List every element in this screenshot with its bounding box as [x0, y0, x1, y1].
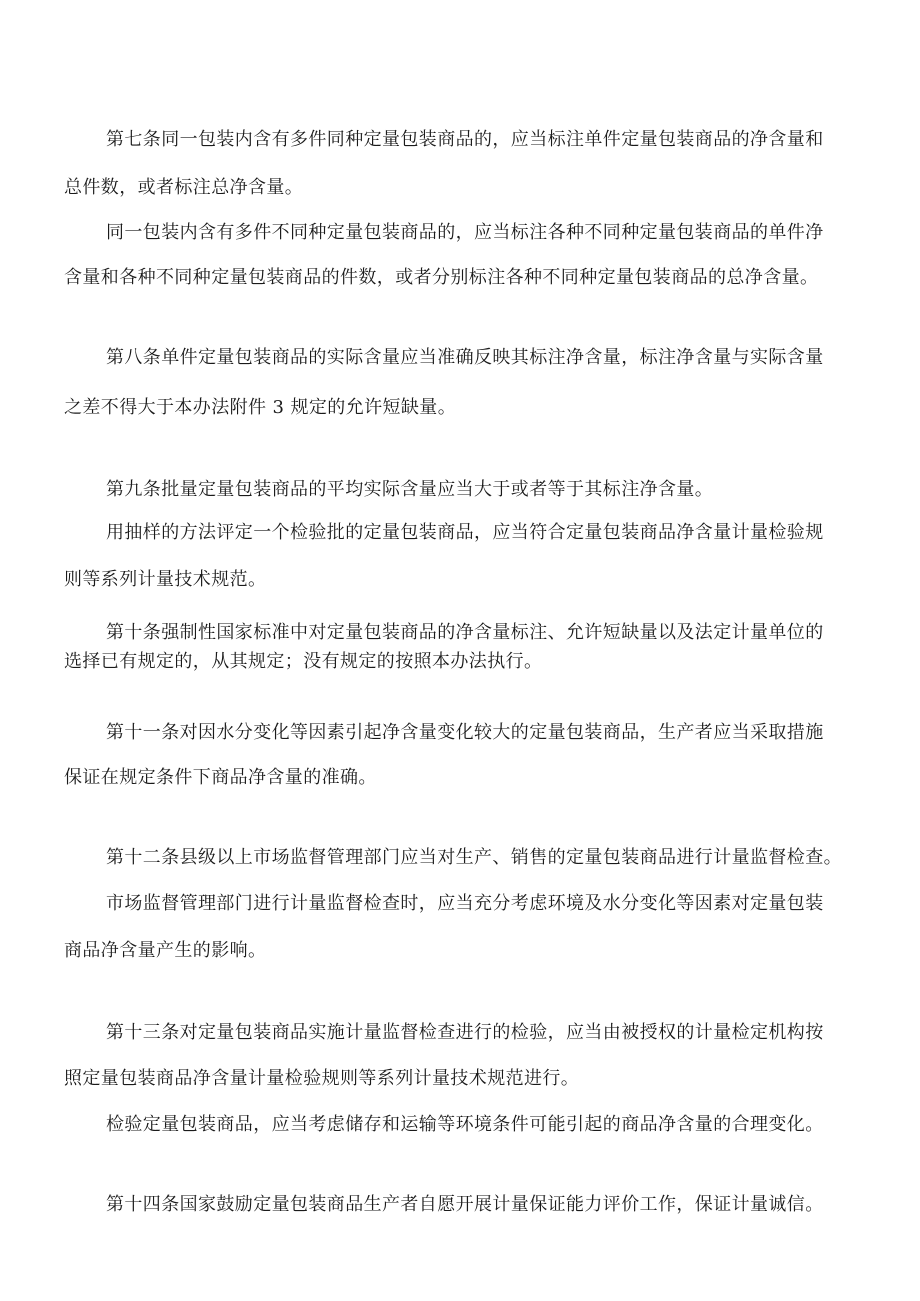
article-7-line-1: 第七条同一包装内含有多件同种定量包装商品的，应当标注单件定量包装商品的净含量和	[106, 129, 824, 150]
article-9-para-2-line-2: 则等系列计量技术规范。	[64, 569, 267, 590]
article-7-line-2: 总件数，或者标注总净含量。	[64, 177, 304, 198]
article-12-para-2-line-1: 市场监督管理部门进行计量监督检查时，应当充分考虑环境及水分变化等因素对定量包装	[106, 893, 824, 914]
article-7-para-2-line-2: 含量和各种不同种定量包装商品的件数，或者分别标注各种不同种定量包装商品的总净含量。	[64, 267, 819, 288]
article-13-line-1: 第十三条对定量包装商品实施计量监督检查进行的检验，应当由被授权的计量检定机构按	[106, 1022, 824, 1043]
article-7-para-2-line-1: 同一包装内含有多件不同种定量包装商品的，应当标注各种不同种定量包装商品的单件净	[106, 222, 824, 243]
article-10-line-2: 选择已有规定的，从其规定；没有规定的按照本办法执行。	[64, 651, 543, 672]
article-11-line-1: 第十一条对因水分变化等因素引起净含量变化较大的定量包装商品，生产者应当采取措施	[106, 722, 824, 743]
article-9-line-1: 第九条批量定量包装商品的平均实际含量应当大于或者等于其标注净含量。	[106, 479, 714, 500]
article-11-line-2: 保证在规定条件下商品净含量的准确。	[64, 767, 377, 788]
article-9-para-2-line-1: 用抽样的方法评定一个检验批的定量包装商品，应当符合定量包装商品净含量计量检验规	[106, 522, 824, 543]
article-14-line-1: 第十四条国家鼓励定量包装商品生产者自愿开展计量保证能力评价工作，保证计量诚信。	[106, 1194, 824, 1215]
article-8-line-1: 第八条单件定量包装商品的实际含量应当准确反映其标注净含量，标注净含量与实际含量	[106, 347, 824, 368]
article-13-para-2-line-1: 检验定量包装商品，应当考虑储存和运输等环境条件可能引起的商品净含量的合理变化。	[106, 1114, 824, 1135]
article-13-line-2: 照定量包装商品净含量计量检验规则等系列计量技术规范进行。	[64, 1068, 580, 1089]
article-12-line-1: 第十二条县级以上市场监督管理部门应当对生产、销售的定量包装商品进行计量监督检查。	[106, 847, 842, 868]
article-12-para-2-line-2: 商品净含量产生的影响。	[64, 940, 267, 961]
article-10-line-1: 第十条强制性国家标准中对定量包装商品的净含量标注、允许短缺量以及法定计量单位的	[106, 622, 824, 643]
article-8-line-2: 之差不得大于本办法附件 3 规定的允许短缺量。	[64, 397, 457, 418]
